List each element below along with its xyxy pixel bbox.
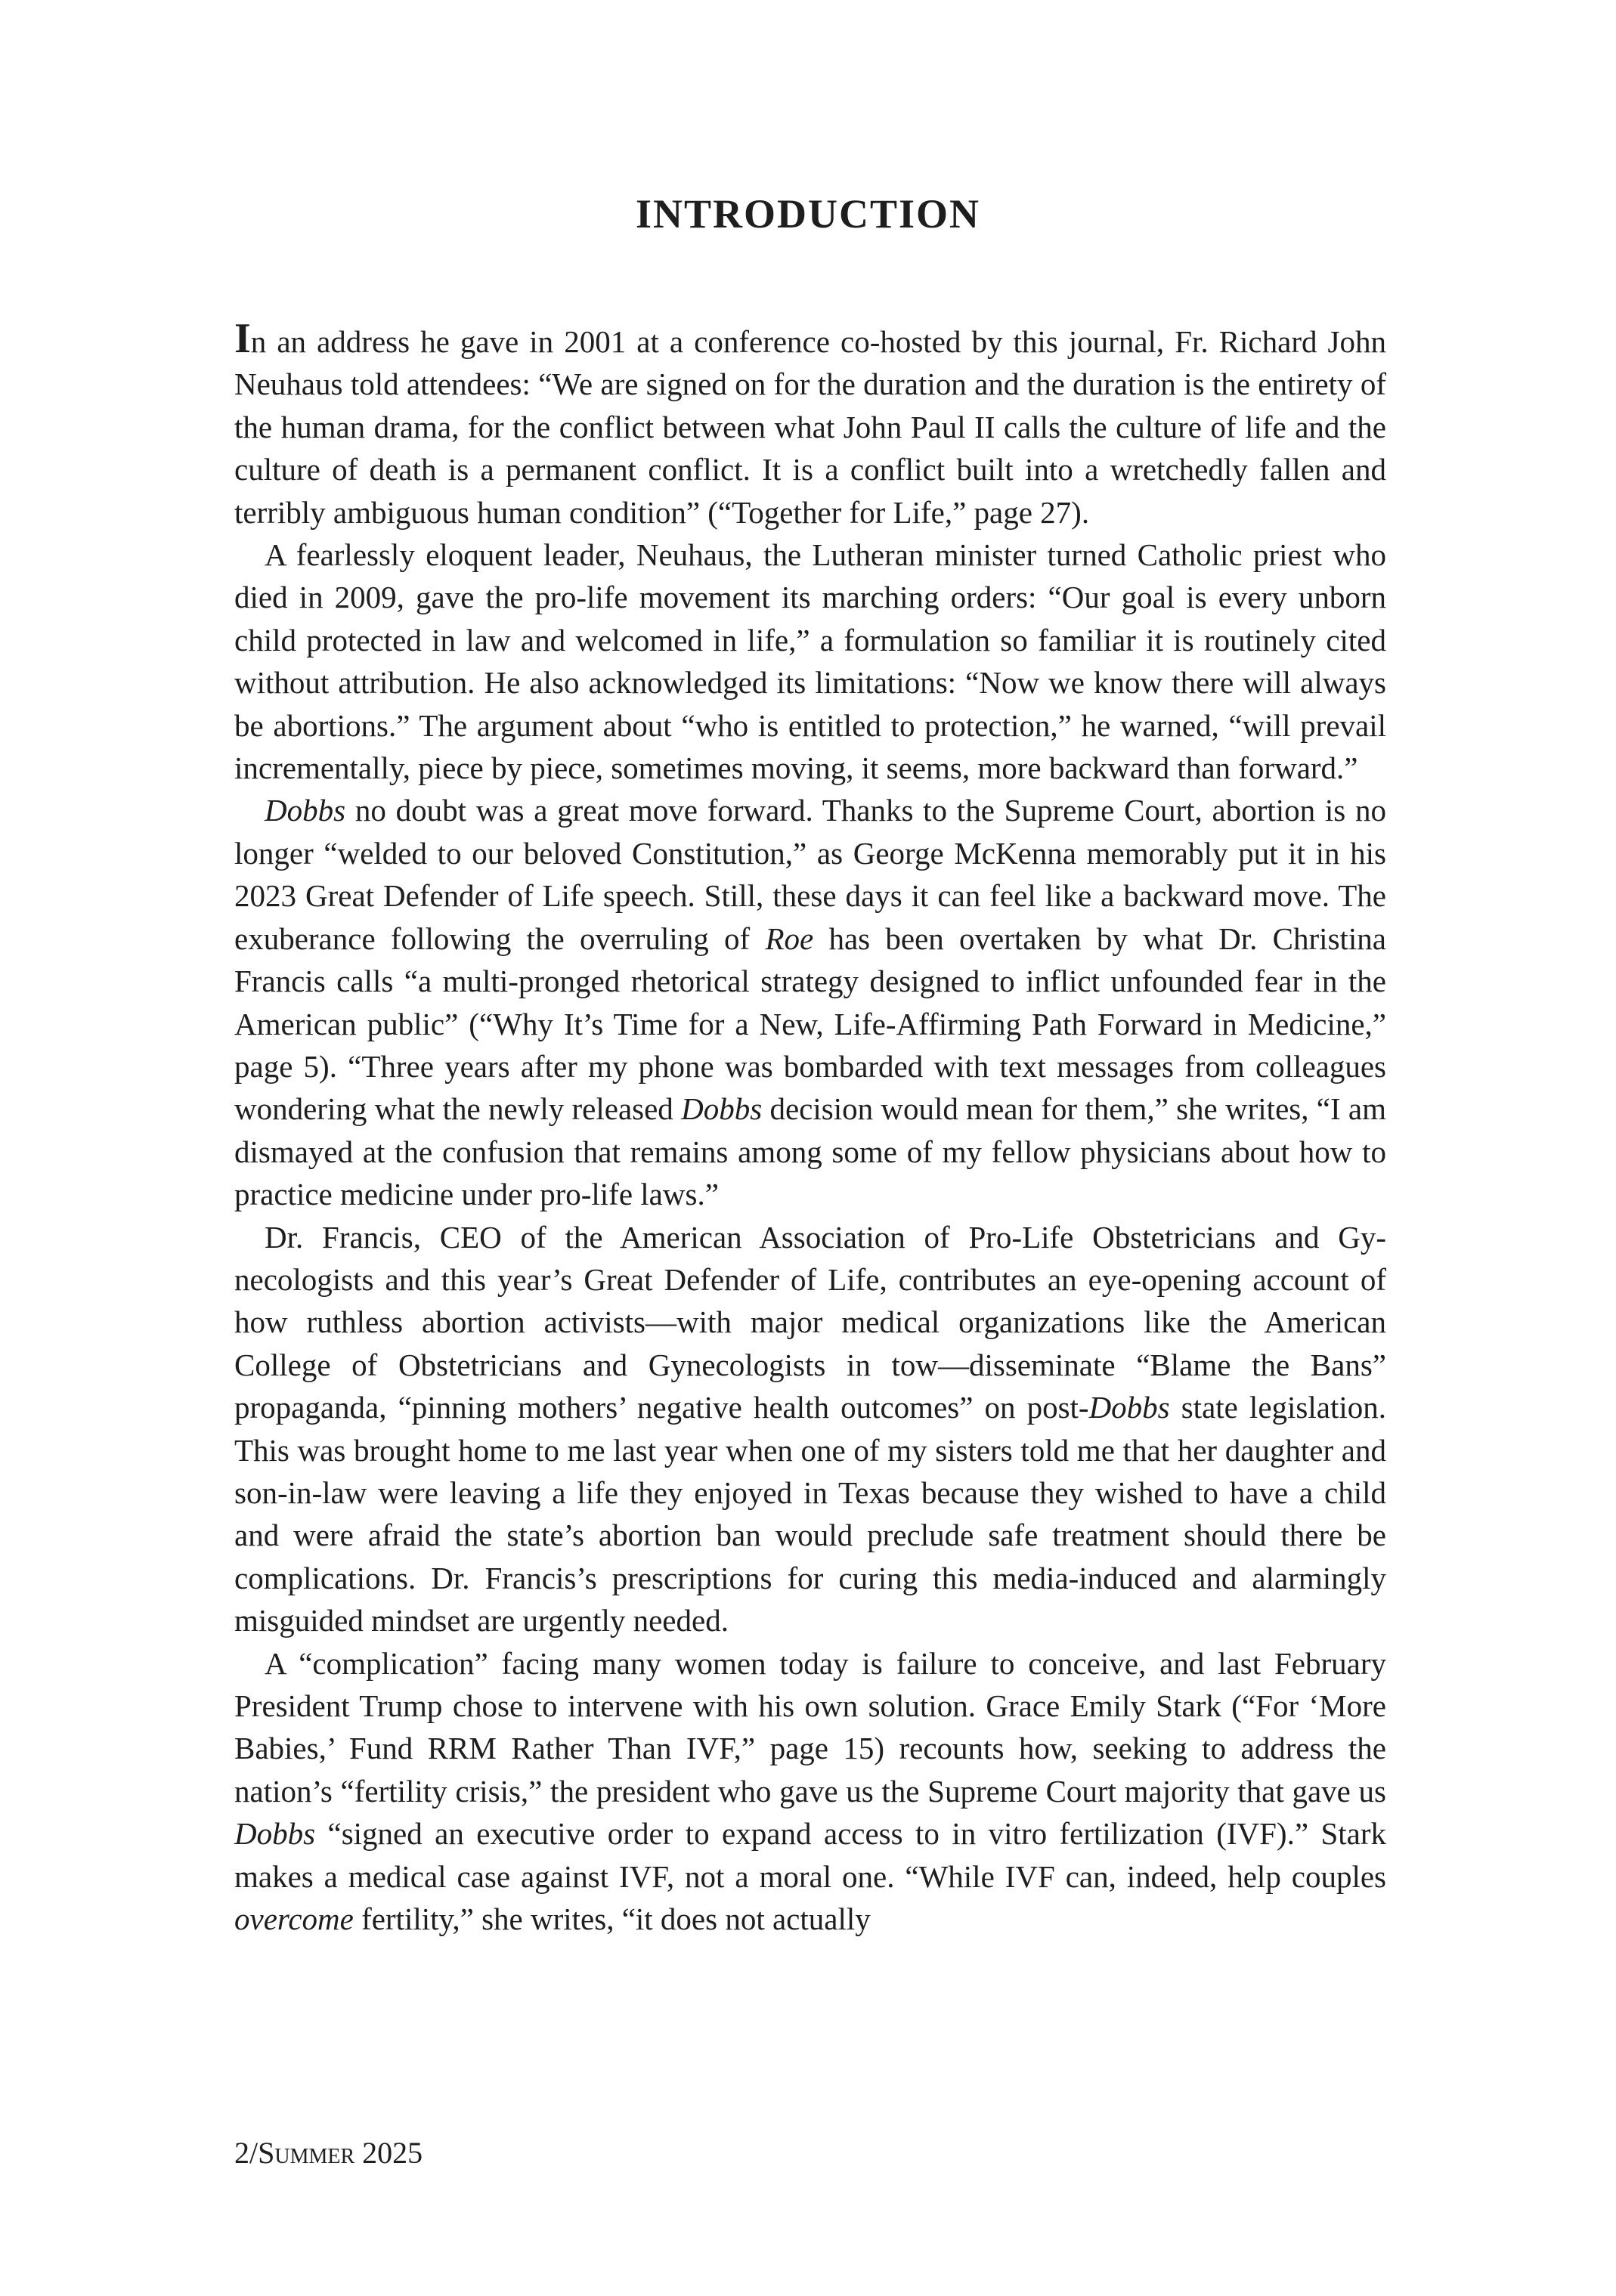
italic-title: Dobbs <box>1088 1390 1170 1425</box>
paragraph <box>234 1216 1386 1642</box>
text-run: has been overtaken by what Dr. Christina Francis calls “a multi-pronged rhetorical strategy designed to inflict unfounded fear in the American public” (“Why It’s Time for a New, Life-Affirming Path Forward in Medicine,” page 5). “Three years after my phone was bombarded with text messages from colleagues wondering what the newly released <box>234 921 1386 1127</box>
italic-title: Dobbs <box>234 1816 316 1852</box>
page-title: INTRODUCTION <box>635 191 981 237</box>
italic-title: overcome <box>234 1901 354 1937</box>
paragraph <box>234 1642 1386 1941</box>
paragraph <box>234 789 1386 1215</box>
italic-title: Roe <box>765 921 814 956</box>
text-run: n an address he gave in 2001 at a conference co-hosted by this journal, Fr. Richard John Neuhaus told attendees: “We are signed on for the duration and the duration is the entirety of the human drama, for the conflict between what John Paul II calls the culture of life and the culture of death is a permanent conflict. It is a conflict built into a wretchedly fallen and terribly ambiguous human condition” (“Together for Life,” page 27). <box>234 324 1386 530</box>
paragraph <box>234 534 1386 789</box>
text-run: “signed an executive order to expand access to in vitro fertilization (IVF).” Stark makes a medical case against IVF, not a moral one. “While IVF can, indeed, help couples <box>234 1816 1386 1894</box>
text-run: state legislation. This was brought home to me last year when one of my sisters told me that her daughter and son-in-law were leaving a life they enjoyed in Texas because they wished to have a child and were afraid the state’s abortion ban would preclude safe treatment should there be complications. Dr. Francis’s prescriptions for curing this media-induced and alarmingly misguided mindset are urgently needed. <box>234 1390 1386 1638</box>
issue-season: Summer <box>258 2136 355 2170</box>
page-number: 2/ <box>234 2136 258 2170</box>
page-footer <box>234 2134 423 2172</box>
italic-title: Dobbs <box>681 1091 763 1127</box>
article-body <box>234 315 1386 1940</box>
italic-title: Dobbs <box>265 793 346 828</box>
text-run: decision would mean for them,” she writes, “I am dismayed at the confusion that remains among some of my fellow physicians about how to practice medicine under pro-life laws.” <box>234 1091 1386 1212</box>
paragraph <box>234 315 1386 534</box>
text-run: A fearlessly eloquent leader, Neuhaus, the Lutheran minister turned Catholic priest who died in 2009, gave the pro-life movement its marching orders: “Our goal is every unborn child protected in law and welcomed in life,” a formulation so familiar it is routinely cited without attribution. He also acknowledged its limitations: “Now we know there will always be abortions.” The argument about “who is entitled to protection,” he warned, “will prevail incrementally, piece by piece, sometimes moving, it seems, more backward than forward.” <box>234 537 1386 786</box>
text-run: Dr. Francis, CEO of the American Association of Pro-Life Obstetricians and Gynecologists and this year’s Great Defender of Life, contributes an eye-opening account of how ruthless abortion activists—with major medical organizations like the American College of Obstetricians and Gynecologists in tow—disseminate “Blame the Bans” propaganda, “pinning mothers’ negative health outcomes” on post- <box>234 1219 1386 1425</box>
text-run: fertility,” she writes, “it does not actually <box>353 1901 871 1937</box>
text-run: A “complication” facing many women today is failure to conceive, and last February President Trump chose to intervene with his own solution. Grace Emily Stark (“For ‘More Babies,’ Fund RRM Rather Than IVF,” page 15) recounts how, seeking to address the nation’s “fertility crisis,” the president who gave us the Supreme Court majority that gave us <box>234 1645 1386 1809</box>
drop-cap: I <box>234 315 251 362</box>
text-run: no doubt was a great move forward. Thanks to the Supreme Court, abortion is no longer “welded to our beloved Constitution,” as George McKenna memorably put it in his 2023 Great Defender of Life speech. Still, these days it can feel like a backward move. The exuberance following the overruling of <box>234 793 1386 956</box>
issue-year: 2025 <box>354 2136 423 2170</box>
